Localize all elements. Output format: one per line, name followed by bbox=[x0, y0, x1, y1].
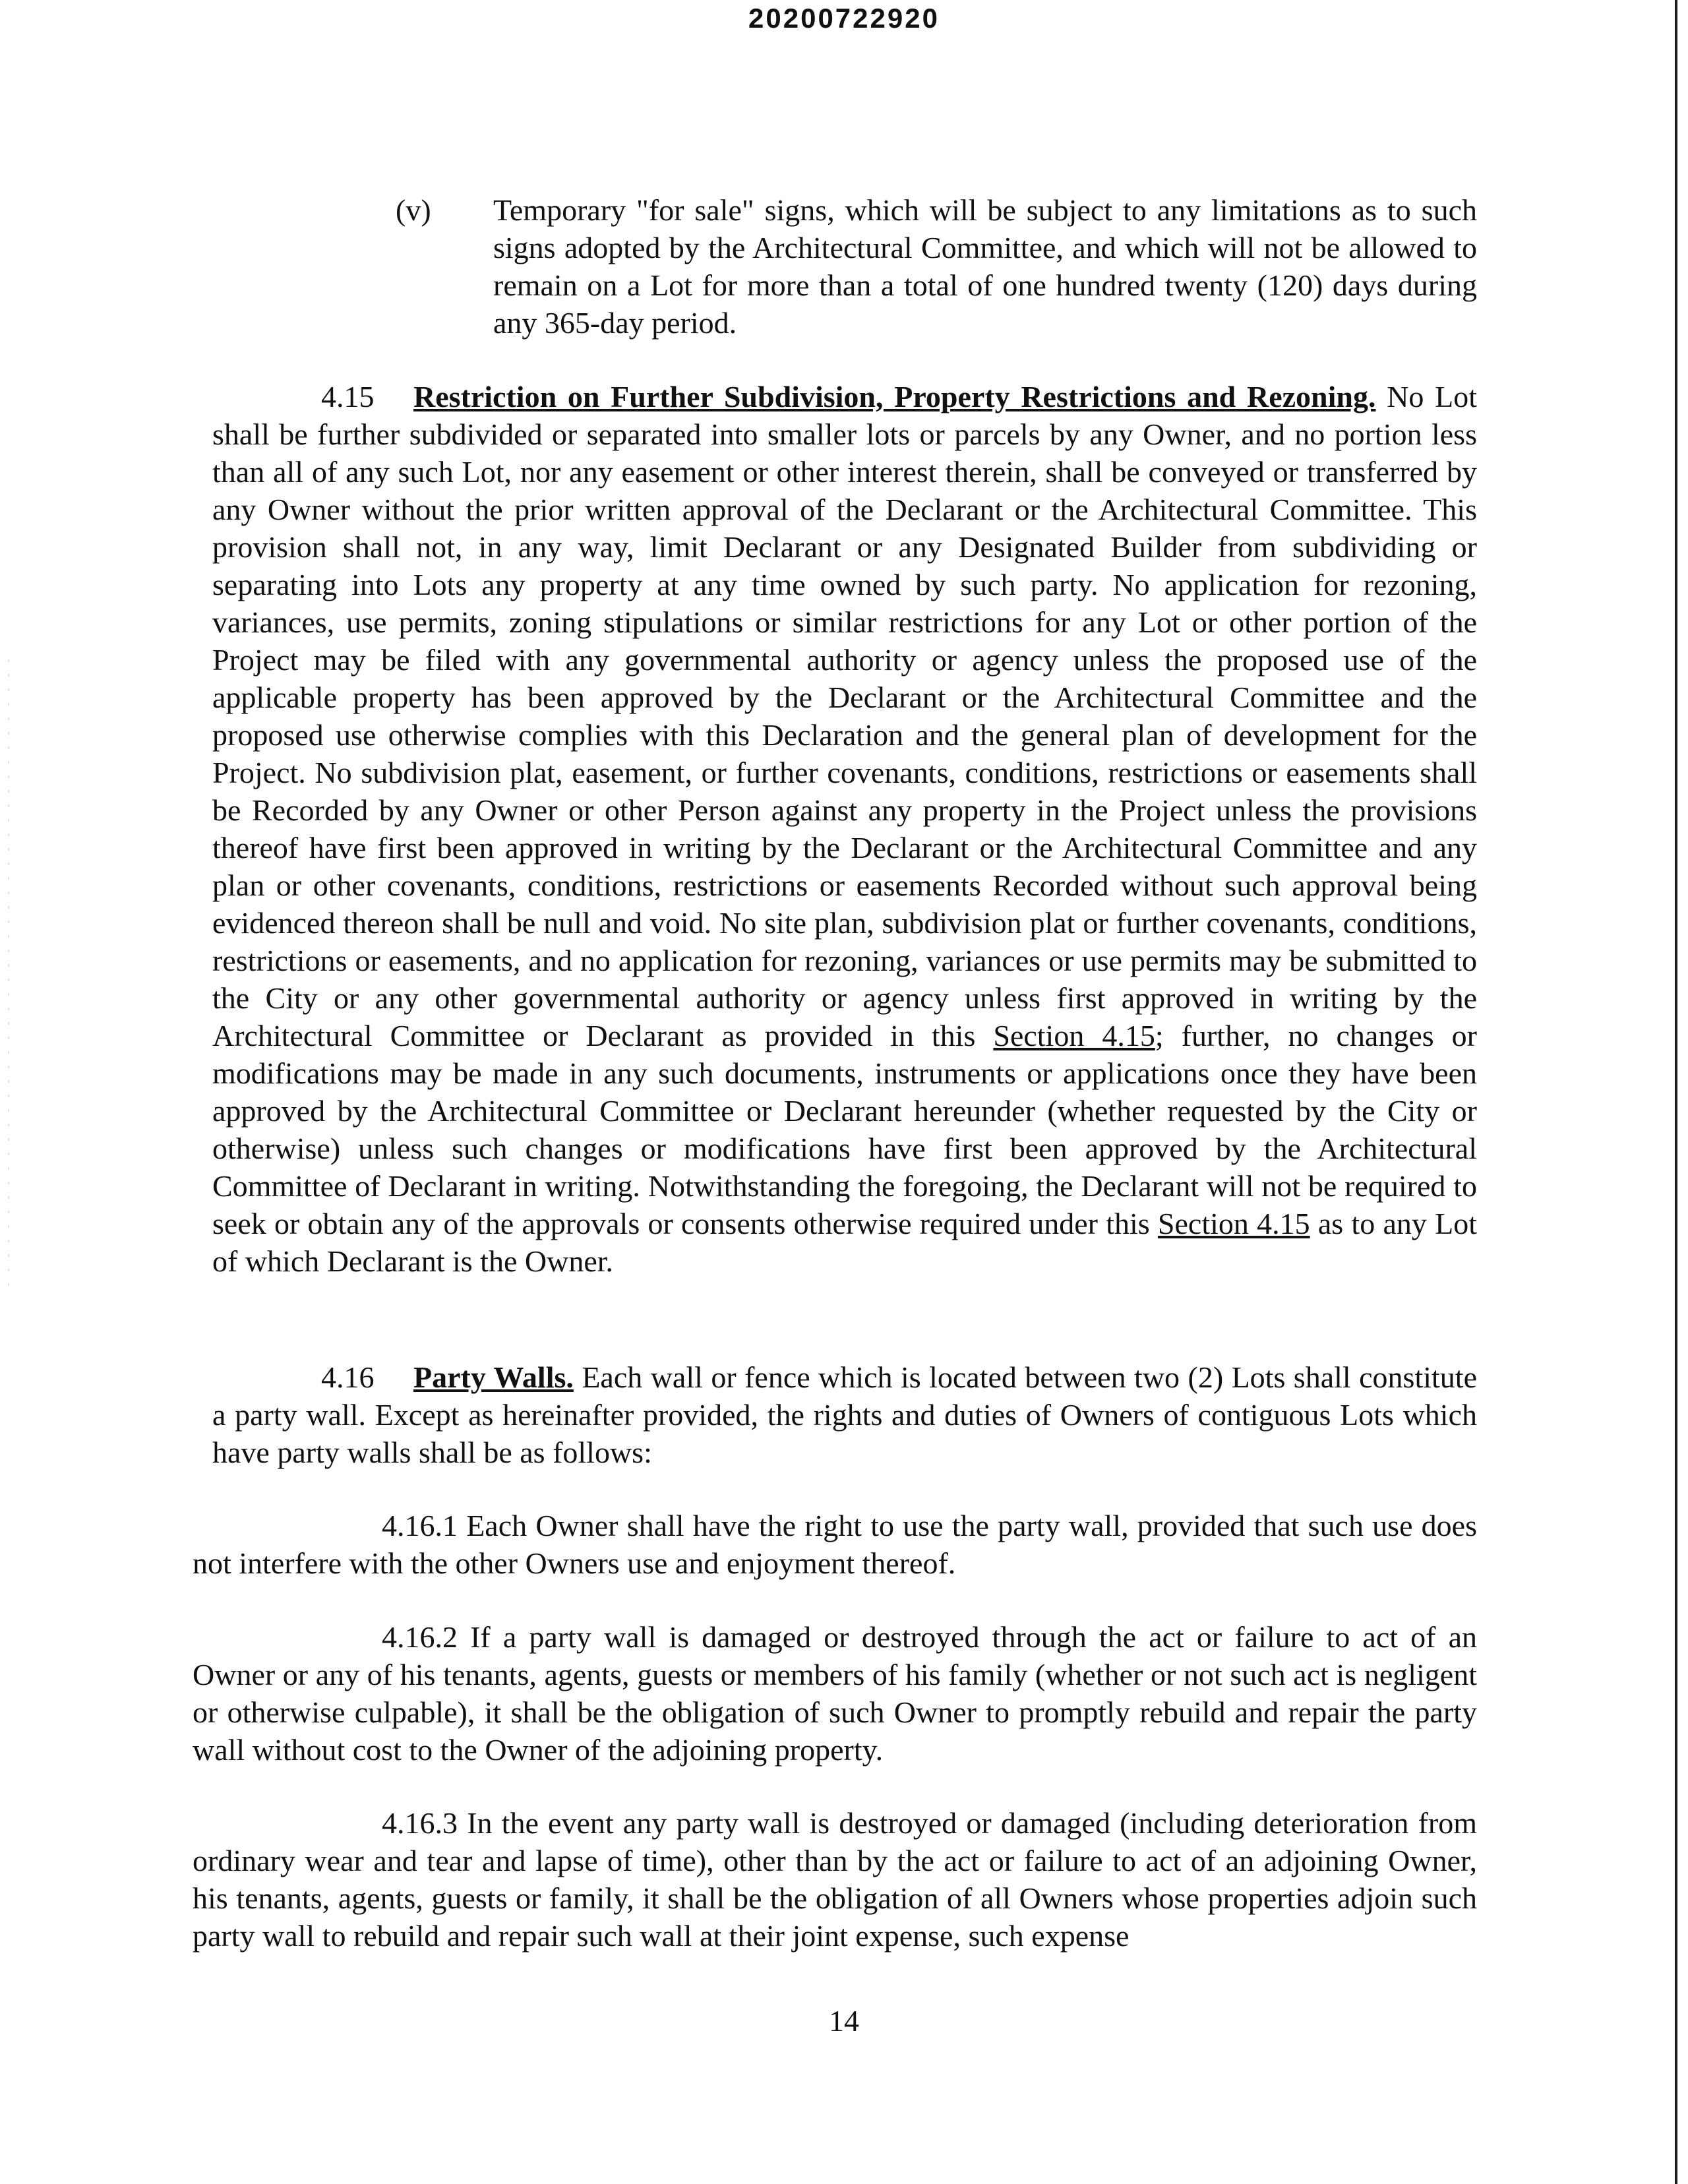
subsection-text: 4.16.3 In the event any party wall is destroyed or damaged (including deterioration from ordinary wear and tear and lapse of time), other than by the act or failure to act of an adjoining Owner, his tenants, agents, guests or family, it shall be the obligation of all Owners whose properties adjoin such party wall to rebuild and repair such wall at their joint expense, such expense bbox=[193, 1806, 1477, 1953]
list-item-v bbox=[396, 191, 1477, 342]
subsection-4-16-1 bbox=[193, 1507, 1477, 1582]
subsection-4-16-2 bbox=[193, 1618, 1477, 1769]
section-heading: Party Walls. bbox=[413, 1360, 574, 1394]
section-body-text: Each wall or fence which is located between two (2) Lots shall constitute a party wall. Except as hereinafter provided, the rights and duties of Owners of contiguous Lots which have party walls shall be as follows: bbox=[212, 1360, 1477, 1469]
subsection-4-16-3 bbox=[193, 1804, 1477, 1955]
recording-number: 20200722920 bbox=[748, 3, 940, 34]
subsection-text: 4.16.1 Each Owner shall have the right to use the party wall, provided that such use does not interfere with the other Owners use and enjoyment thereof. bbox=[193, 1509, 1477, 1580]
section-body-text: No Lot shall be further subdivided or separated into smaller lots or parcels by any Owner, and no portion less than all of any such Lot, nor any easement or other interest therein, shall be conveyed or transferred by any Owner without the prior written approval of the Declarant or the Architectural Committee. This provision shall not, in any way, limit Declarant or any Designated Builder from subdividing or separating into Lots any property at any time owned by such party. No application for rezoning, variances, use permits, zoning stipulations or similar restrictions for any Lot or other portion of the Project may be filed with any governmental authority or agency unless the proposed use of the applicable property has been approved by the Declarant or the Architectural Committee and the proposed use otherwise complies with this Declaration and the general plan of development for the Project. No subdivision plat, easement, or further covenants, conditions, restrictions or easements shall be Recorded by any Owner or other Person against any property in the Project unless the provisions thereof have first been approved in writing by the Declarant or the Architectural Committee and any plan or other covenants, conditions, restrictions or easements Recorded without such approval being evidenced thereon shall be null and void. No site plan, subdivision plat or further covenants, conditions, restrictions or easements, and no application for rezoning, variances or use permits may be submitted to the City or any other governmental authority or agency unless first approved in writing by the Architectural Committee or Declarant as provided in this bbox=[212, 380, 1477, 1052]
section-heading: Restriction on Further Subdivision, Property Restrictions and Rezoning. bbox=[413, 380, 1376, 413]
section-number-indent bbox=[212, 378, 413, 415]
section-body-text: ; further, no changes or modifications may be made in any such documents, instruments or applications once they have been approved by the Architectural Committee or Declarant hereunder (whether requested by the City or otherwise) unless such changes or modifications have first been approved by the Architectural Committee of Declarant in writing. Notwithstanding the foregoing, the Declarant will not be required to seek or obtain any of the approvals or consents otherwise required under this bbox=[212, 1019, 1477, 1240]
section-reference: Section 4.15 bbox=[993, 1019, 1155, 1052]
scan-edge-marks bbox=[8, 659, 9, 1286]
list-item-text: Temporary "for sale" signs, which will be subject to any limitations as to such signs adopted by the Architectural Committee, and which will not be allowed to remain on a Lot for more than a total of one hundred twenty (120) days during any 365-day period. bbox=[493, 193, 1477, 340]
list-item-marker: (v) bbox=[396, 193, 431, 227]
section-body-text: as to any Lot of which Declarant is the Owner. bbox=[212, 1207, 1477, 1278]
section-4-16 bbox=[212, 1358, 1477, 1471]
section-number-indent bbox=[212, 1358, 413, 1396]
section-reference: Section 4.15 bbox=[1157, 1207, 1310, 1240]
section-number: 4.15 bbox=[321, 380, 375, 413]
subsection-text: 4.16.2 If a party wall is damaged or destroyed through the act or failure to act of an Owner or any of his tenants, agents, guests or members of his family (whether or not such act is negligent or otherwise culpable), it shall be the obligation of such Owner to promptly rebuild and repair the party wall without cost to the Owner of the adjoining property. bbox=[193, 1620, 1477, 1767]
page-number: 14 bbox=[829, 2004, 859, 2038]
section-number: 4.16 bbox=[321, 1360, 375, 1394]
scan-right-border bbox=[1675, 0, 1677, 2184]
section-4-15 bbox=[212, 378, 1477, 1280]
